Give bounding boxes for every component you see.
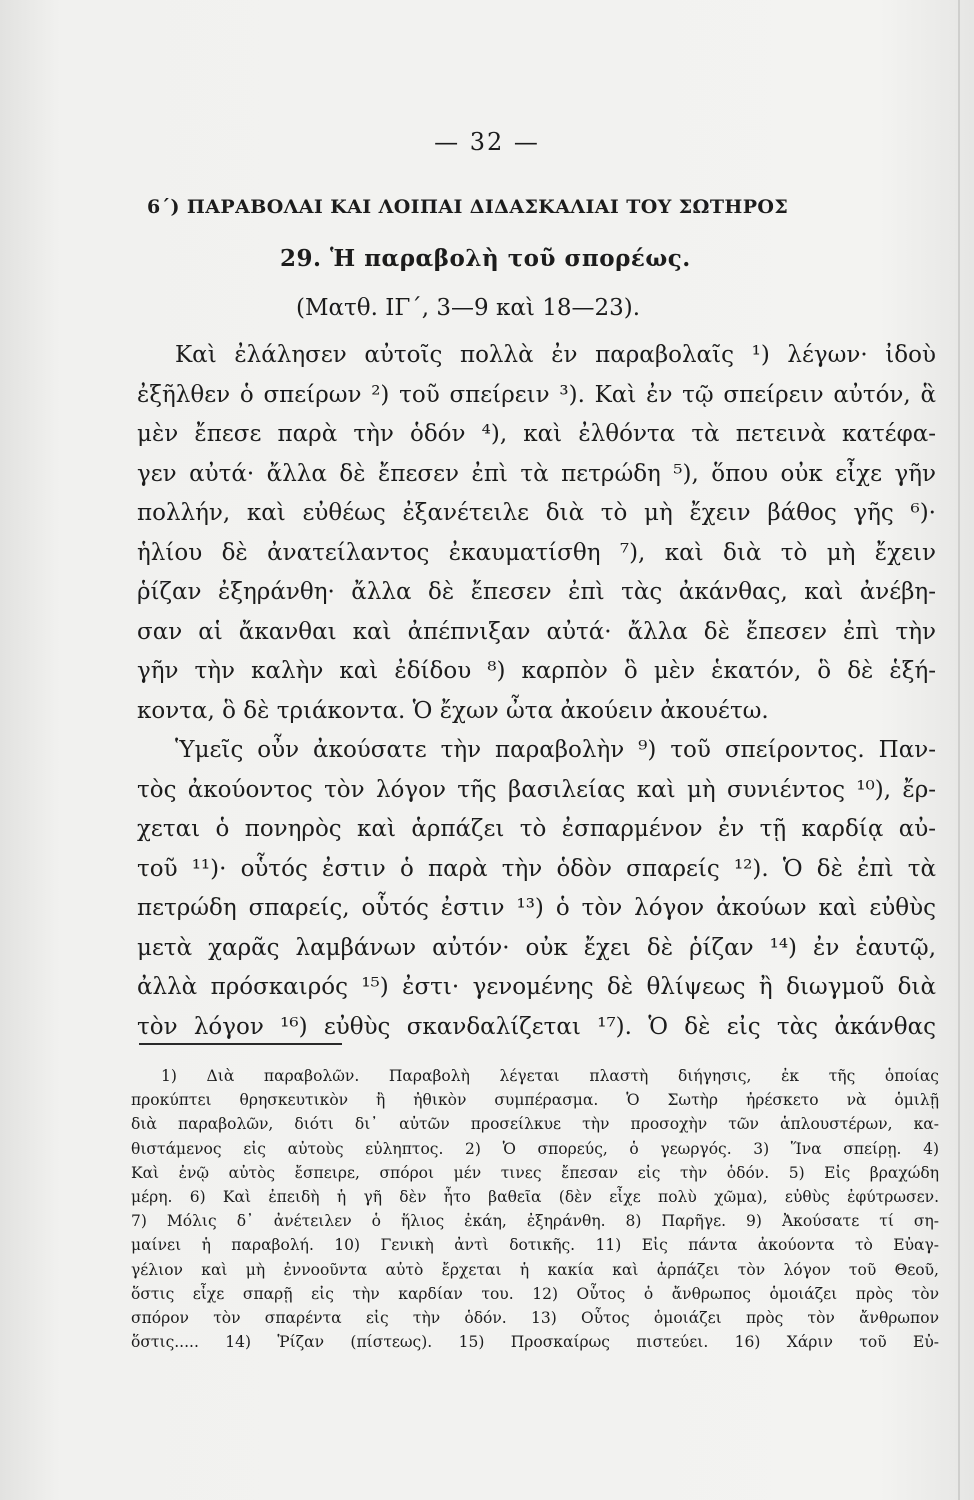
footnote-line: σπόρον τὸν σπαρέντα εἰς τὴν ὁδόν. 13) Οὗτος ὁμοιάζει πρὸς τὸν ἄνθρωπον (131, 1308, 939, 1327)
body-line: γεν αὐτά· ἄλλα δὲ ἔπεσεν ἐπὶ τὰ πετρώδη ⁵), ὅπου οὐκ εἶχε γῆν (137, 460, 936, 487)
entry-title: 29. Ἡ παραβολὴ τοῦ σπορέως. (280, 245, 691, 272)
footnote-line: 7) Μόλις δ᾽ ἀνέτειλεν ὁ ἥλιος ἐκάη, ἐξηράνθη. 8) Παρῆγε. 9) Ἀκούσατε τί ση- (131, 1212, 939, 1231)
body-line: μετὰ χαρᾶς λαμβάνων αὐτόν· οὐκ ἔχει δὲ ῥίζαν ¹⁴) ἐν ἑαυτῷ, (137, 934, 936, 961)
footnote-line: γέλιον καὶ μὴ ἐννοοῦντα αὐτὸ ἔρχεται ἡ κακία καὶ ἁρπάζει τὸν λόγον τοῦ Θεοῦ, (131, 1260, 939, 1279)
footnote-line: προκύπτει θρησκευτικὸν ἢ ἠθικὸν συμπέρασμα. Ὁ Σωτὴρ ἠρέσκετο νὰ ὁμιλῇ (131, 1091, 939, 1110)
body-line: πολλήν, καὶ εὐθέως ἐξανέτειλε διὰ τὸ μὴ ἔχειν βάθος γῆς ⁶)· (137, 500, 936, 526)
body-line: μὲν ἔπεσε παρὰ τὴν ὁδόν ⁴), καὶ ἐλθόντα τὰ πετεινὰ κατέφα- (137, 421, 936, 447)
body-line: τὸν λόγον ¹⁶) εὐθὺς σκανδαλίζεται ¹⁷). Ὁ δὲ εἰς τὰς ἀκάνθας (137, 1013, 936, 1040)
page-edge-shadow (958, 0, 960, 1500)
body-line: χεται ὁ πονηρὸς καὶ ἁρπάζει τὸ ἐσπαρμένον ἐν τῇ καρδίᾳ αὐ- (137, 816, 936, 842)
body-line: γῆν τὴν καλὴν καὶ ἐδίδου ⁸) καρπὸν ὃ μὲν ἑκατόν, ὃ δὲ ἑξή- (137, 658, 936, 684)
body-line: ἀλλὰ πρόσκαιρός ¹⁵) ἐστι· γενομένης δὲ θλίψεως ἢ διωγμοῦ διὰ (137, 974, 936, 1000)
body-line: ἐξῆλθεν ὁ σπείρων ²) τοῦ σπείρειν ³). Καὶ ἐν τῷ σπείρειν αὐτόν, ἃ (137, 381, 936, 408)
footnote-line: ὅστις εἶχε σπαρῇ εἰς τὴν καρδίαν του. 12) Οὗτος ὁ ἄνθρωπος ὁμοιάζει πρὸς τὸν (131, 1284, 939, 1303)
page-number: — 32 — (434, 128, 540, 156)
body-line: σαν αἱ ἄκανθαι καὶ ἀπέπνιξαν αὐτά· ἄλλα δὲ ἔπεσεν ἐπὶ τὴν (137, 618, 936, 645)
body-line: Καὶ ἐλάλησεν αὐτοῖς πολλὰ ἐν παραβολαῖς ¹) λέγων· ἰδοὺ (175, 342, 936, 368)
body-line: Ὑμεῖς οὖν ἀκούσατε τὴν παραβολὴν ⁹) τοῦ σπείροντος. Παν- (175, 737, 936, 763)
scripture-reference: (Ματθ. ΙΓ΄, 3—9 καὶ 18—23). (296, 295, 641, 321)
body-line: ῥίζαν ἐξηράνθη· ἄλλα δὲ ἔπεσεν ἐπὶ τὰς ἀκάνθας, καὶ ἀνέβη- (137, 579, 936, 605)
body-line: ἡλίου δὲ ἀνατείλαντος ἐκαυματίσθη ⁷), καὶ διὰ τὸ μὴ ἔχειν (137, 539, 936, 566)
body-line: κοντα, ὃ δὲ τριάκοντα. Ὁ ἔχων ὦτα ἀκούειν ἀκουέτω. (137, 697, 769, 724)
footnote-line: Καὶ ἐνῷ αὐτὸς ἔσπειρε, σπόροι μέν τινες ἔπεσαν εἰς τὴν ὁδόν. 5) Εἰς βραχώδη (131, 1163, 939, 1182)
footnote-divider (139, 1043, 342, 1045)
footnotes (131, 1064, 939, 1354)
footnote-line: 1) Διὰ παραβολῶν. Παραβολὴ λέγεται πλαστὴ διήγησις, ἐκ τῆς ὁποίας (161, 1067, 939, 1085)
body-line: τοῦ ¹¹)· οὗτός ἐστιν ὁ παρὰ τὴν ὁδὸν σπαρείς ¹²). Ὁ δὲ ἐπὶ τὰ (137, 855, 936, 882)
body-line: πετρώδη σπαρείς, οὗτός ἐστιν ¹³) ὁ τὸν λόγον ἀκούων καὶ εὐθὺς (137, 895, 936, 921)
body-text (137, 336, 936, 1047)
footnote-line: ὅστις..... 14) Ῥίζαν (πίστεως). 15) Προσκαίρως πιστεύει. 16) Χάριν τοῦ Εὐ- (131, 1333, 939, 1352)
section-heading: 6΄) ΠΑΡΑΒΟΛΑΙ ΚΑΙ ΛΟΙΠΑΙ ΔΙΔΑΣΚΑΛΙΑΙ ΤΟΥ ΣΩΤΗΡΟΣ (147, 196, 789, 218)
footnote-line: διὰ παραβολῶν, διότι δι᾽ αὐτῶν προσείλκυε τὴν προσοχὴν τῶν ἁπλουστέρων, κα- (131, 1115, 939, 1134)
body-line: τὸς ἀκούοντος τὸν λόγον τῆς βασιλείας καὶ μὴ συνιέντος ¹⁰), ἔρ- (137, 776, 936, 803)
footnote-line: μέρη. 6) Καὶ ἐπειδὴ ἡ γῆ δὲν ἦτο βαθεῖα (δὲν εἶχε πολὺ χῶμα), εὐθὺς ἐφύτρωσεν. (131, 1187, 939, 1206)
footnote-line: θιστάμενος εἰς αὐτοὺς εὐληπτος. 2) Ὁ σπορεύς, ὁ γεωργός. 3) Ἵνα σπείρῃ. 4) (131, 1139, 939, 1158)
footnote-line: μαίνει ἡ παραβολή. 10) Γενικὴ ἀντὶ δοτικῆς. 11) Εἰς πάντα ἀκούοντα τὸ Εὐαγ- (131, 1236, 939, 1255)
